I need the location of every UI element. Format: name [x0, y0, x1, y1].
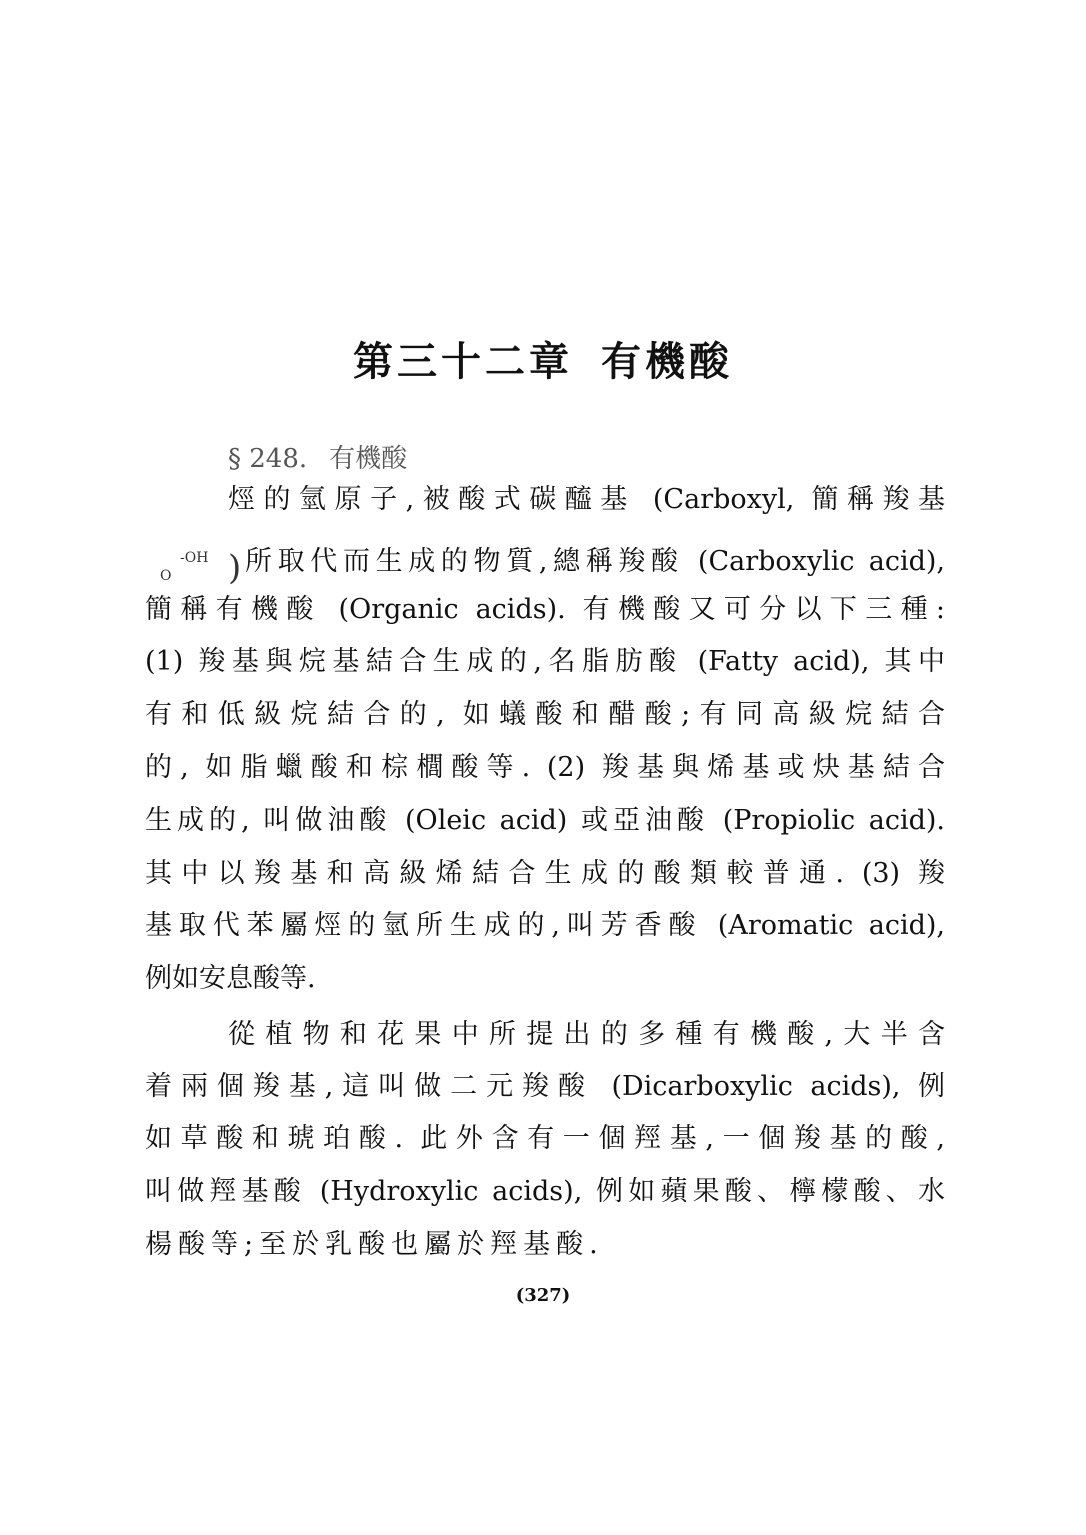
text-line: 楊酸等;至於乳酸也屬於羥基酸. — [145, 1229, 604, 1260]
formula-bracket: ) — [228, 548, 242, 588]
text-line: (1) 羧基與烷基結合生成的,名脂肪酸 (Fatty acid), 其中 — [145, 646, 945, 677]
text-line: 所取代而生成的物質,總稱羧酸 (Carboxylic acid), — [245, 546, 945, 577]
carboxyl-formula — [158, 548, 242, 590]
text-line: 的, 如脂蠟酸和棕櫚酸等. (2) 羧基與烯基或炔基結合 — [145, 752, 945, 783]
text-line: 生成的, 叫做油酸 (Oleic acid) 或亞油酸 (Propiolic acid). — [145, 805, 945, 836]
text-line: 簡稱有機酸 (Organic acids). 有機酸又可分以下三種: — [145, 594, 945, 625]
chapter-title — [0, 330, 1086, 387]
chapter-number: 第三十二章 — [353, 338, 573, 385]
section-number: § 248. — [228, 444, 308, 474]
section-heading — [228, 438, 429, 475]
formula-oh: -OH — [180, 550, 209, 566]
text-line: 例如安息酸等. — [145, 963, 316, 994]
text-line: 基取代苯屬烴的氫所生成的,叫芳香酸 (Aromatic acid), — [145, 910, 945, 941]
page-number: (327) — [515, 1285, 571, 1306]
text-line: 有和低級烷結合的, 如蟻酸和醋酸;有同高級烷結合 — [145, 699, 945, 730]
text-line: 如草酸和琥珀酸. 此外含有一個羥基,一個羧基的酸, — [145, 1123, 945, 1154]
text-line: 從植物和花果中所提出的多種有機酸,大半含 — [228, 1019, 945, 1050]
text-line: 着兩個羧基,這叫做二元羧酸 (Dicarboxylic acids), 例 — [145, 1071, 945, 1102]
text-line: 叫做羥基酸 (Hydroxylic acids), 例如蘋果酸、檸檬酸、水 — [145, 1176, 945, 1207]
formula-o: O — [160, 568, 172, 584]
text-line: 其中以羧基和高級烯結合生成的酸類較普通. (3) 羧 — [145, 858, 945, 889]
chapter-name: 有機酸 — [601, 338, 733, 385]
section-title: 有機酸 — [329, 444, 408, 474]
text-line: 烴的氫原子,被酸式碳醯基 (Carboxyl, 簡稱羧基 — [228, 484, 945, 515]
